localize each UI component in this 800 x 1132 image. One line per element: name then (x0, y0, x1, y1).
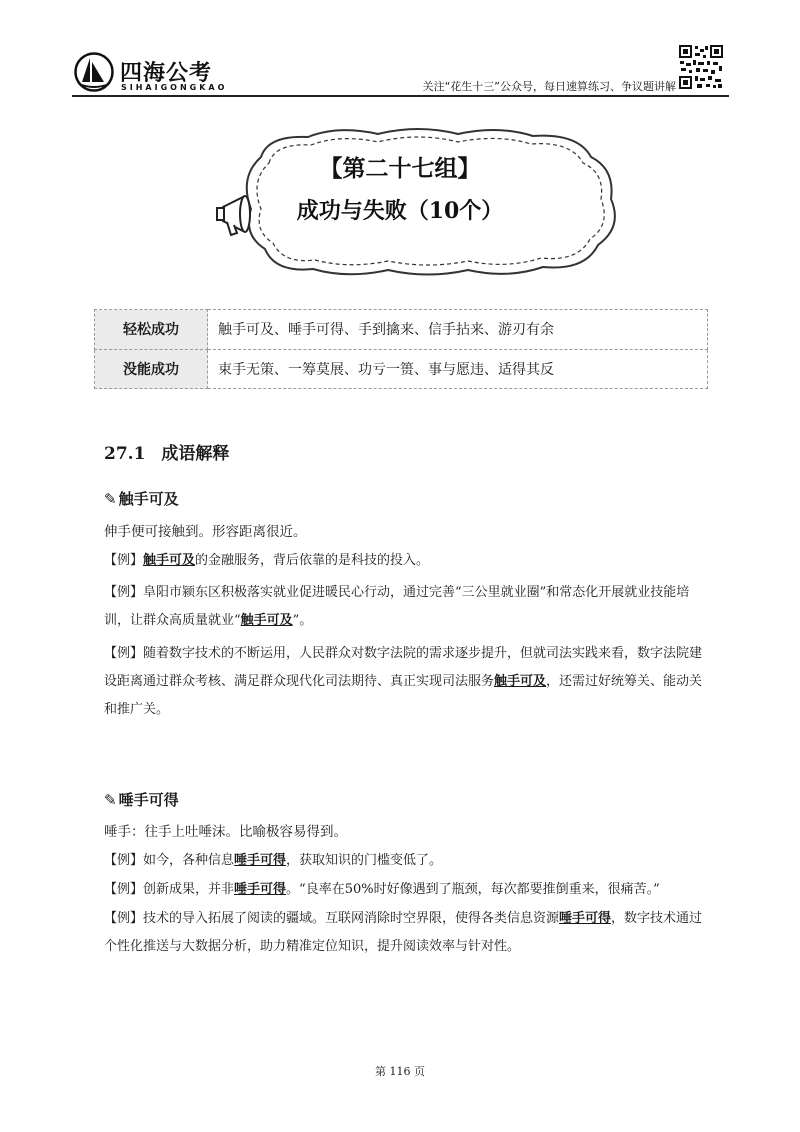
idioms-cell: 束手无策、一筹莫展、功亏一篑、事与愿违、适得其反 (208, 349, 708, 389)
group-topic: 成功与失败（10个） (296, 198, 504, 224)
category-cell: 轻松成功 (95, 310, 208, 350)
idiom-heading (104, 488, 179, 509)
summary-table (94, 309, 708, 389)
header-tagline: 关注“花生十三”公众号，每日速算练习、争议题讲解 (422, 80, 676, 93)
highlighted-idiom: 唾手可得 (559, 911, 612, 926)
group-title: 【第二十七组】 (319, 155, 481, 182)
idiom-definition: 伸手便可接触到。形容距离很近。 (104, 524, 307, 540)
idiom-heading (104, 789, 179, 810)
table-row (95, 349, 708, 389)
sail-logo-icon (74, 52, 114, 92)
category-cell: 没能成功 (95, 349, 208, 389)
highlighted-idiom: 触手可及 (143, 553, 196, 568)
example-paragraph: 【例】阜阳市颍东区积极落实就业促进暖民心行动，通过完善“三公里就业圈”和常态化开展就业技能培训，让群众高质量就业“触手可及”。 (104, 585, 690, 628)
logo-text: 四海公考 (120, 61, 213, 86)
table-row (95, 310, 708, 350)
example-paragraph: 【例】触手可及的金融服务，背后依靠的是科技的投入。 (104, 553, 430, 568)
highlighted-idiom: 触手可及 (494, 674, 547, 689)
pencil-icon: ✎ (104, 791, 117, 809)
header-divider (72, 95, 729, 97)
highlighted-idiom: 触手可及 (240, 613, 293, 628)
idiom-name: 唾手可得 (118, 791, 179, 809)
idioms-cell: 触手可及、唾手可得、手到擒来、信手拈来、游刃有余 (208, 310, 708, 350)
idiom-definition: 唾手：往手上吐唾沫。比喻极容易得到。 (104, 824, 347, 840)
section-number: 27.1 (104, 444, 146, 464)
highlighted-idiom: 唾手可得 (234, 853, 287, 868)
highlighted-idiom: 唾手可得 (234, 882, 287, 897)
page-number: 第 116 页 (375, 1065, 425, 1078)
example-paragraph: 【例】随着数字技术的不断运用，人民群众对数字法院的需求逐步提升，但就司法实践来看，数字法院建设距离通过群众考核、满足群众现代化司法期待、真正实现司法服务触手可及，还需过好统筹关、能动关和推广关。 (104, 646, 703, 717)
idiom-name: 触手可及 (118, 490, 179, 508)
section-heading (104, 439, 229, 464)
logo-subtext: SIHAIGONGKAO (121, 83, 228, 92)
page-header (0, 0, 800, 100)
example-paragraph: 【例】创新成果，并非唾手可得。“良率在50%时好像遇到了瓶颈，每次都要推倒重来，很痛苦。” (104, 882, 660, 897)
example-paragraph: 【例】技术的导入拓展了阅读的疆域。互联网消除时空界限，使得各类信息资源唾手可得，数字技术通过个性化推送与大数据分析，助力精准定位知识，提升阅读效率与针对性。 (104, 911, 703, 954)
section-title: 成语解释 (161, 444, 230, 464)
qr-code-icon (678, 44, 724, 90)
example-paragraph: 【例】如今，各种信息唾手可得，获取知识的门槛变低了。 (104, 853, 443, 868)
pencil-icon: ✎ (104, 490, 117, 508)
